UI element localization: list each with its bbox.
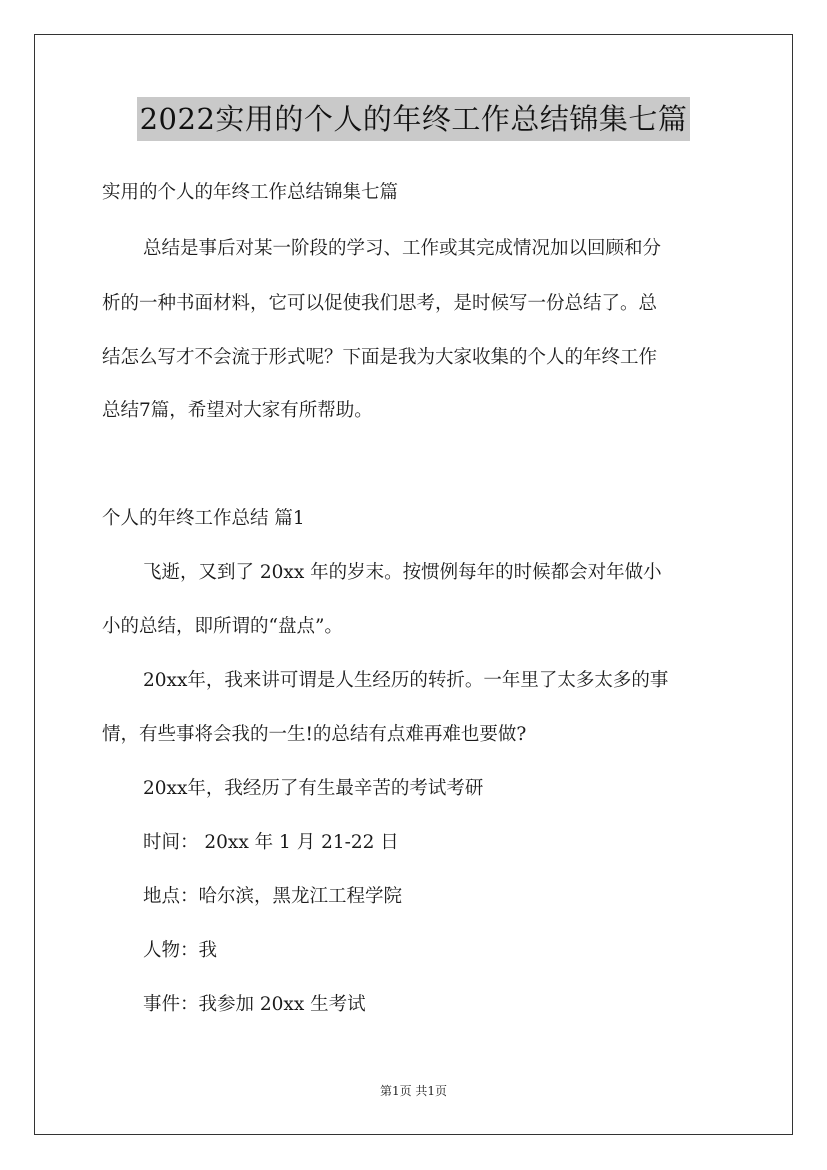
body-line-3: 20xx年，我来讲可谓是人生经历的转折。一年里了太多太多的事 xyxy=(143,670,669,691)
section-heading: 个人的年终工作总结 篇1 xyxy=(102,508,305,529)
document-subtitle: 实用的个人的年终工作总结锦集七篇 xyxy=(102,182,399,203)
intro-line-2: 析的一种书面材料，它可以促使我们思考，是时候写一份总结了。总 xyxy=(102,293,658,314)
body-line-time: 时间： 20xx 年 1 月 21-22 日 xyxy=(143,832,399,853)
body-line-event: 事件：我参加 20xx 生考试 xyxy=(143,994,366,1015)
body-line-place: 地点：哈尔滨，黑龙江工程学院 xyxy=(143,886,403,907)
document-title: 2022实用的个人的年终工作总结锦集七篇 xyxy=(137,97,691,141)
intro-line-1: 总结是事后对某一阶段的学习、工作或其完成情况加以回顾和分 xyxy=(143,238,662,259)
body-line-5: 20xx年，我经历了有生最辛苦的考试考研 xyxy=(143,778,484,799)
intro-line-3: 结怎么写才不会流于形式呢？下面是我为大家收集的个人的年终工作 xyxy=(102,347,658,368)
page-footer: 第1页 共1页 xyxy=(379,1084,448,1098)
body-line-2: 小的总结，即所谓的“盘点”。 xyxy=(102,616,343,637)
body-line-4: 情，有些事将会我的一生!的总结有点难再难也要做? xyxy=(102,724,527,745)
body-line-1: 飞逝，又到了 20xx 年的岁末。按惯例每年的时候都会对年做小 xyxy=(143,562,662,583)
body-line-person: 人物：我 xyxy=(143,940,218,961)
intro-line-4: 总结7篇，希望对大家有所帮助。 xyxy=(102,400,373,421)
title-container xyxy=(0,97,827,141)
